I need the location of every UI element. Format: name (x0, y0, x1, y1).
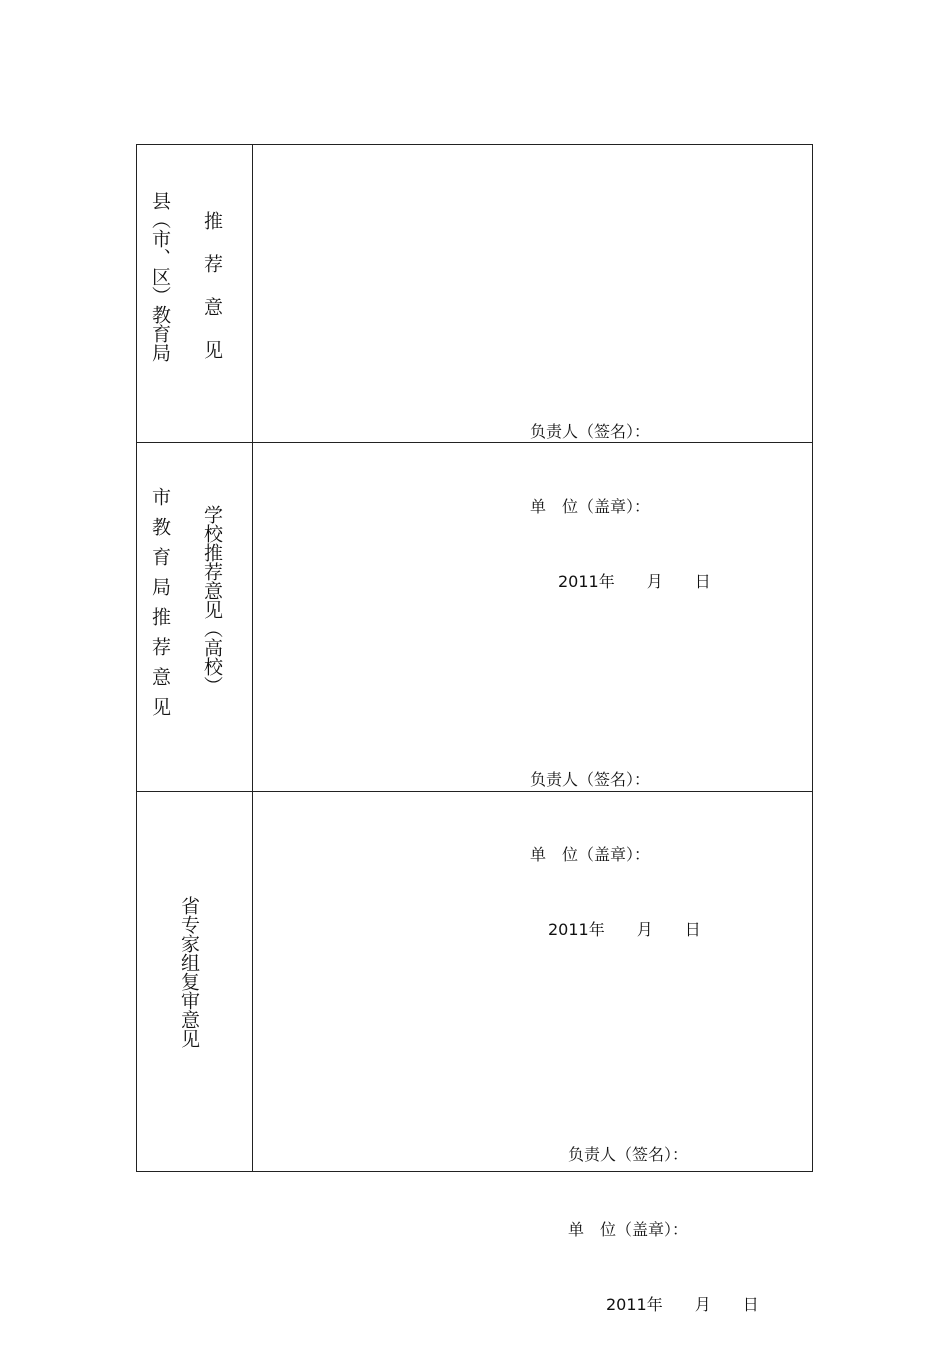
city-date-line: 2011年 月 日 (548, 920, 701, 939)
county-label-cell (137, 145, 253, 442)
provincial-signer-line: 负责人（签名）： (568, 1145, 689, 1164)
county-opinion-content[interactable] (253, 145, 812, 591)
county-recommendation-label: 推荐意见 (201, 211, 223, 383)
city-label-cell (137, 443, 253, 791)
city-education-bureau-label: 市教育局推荐意见 (149, 487, 171, 727)
opinion-form-table (136, 144, 813, 1314)
county-signer-line: 负责人（签名）： (530, 422, 651, 441)
provincial-opinion-content[interactable] (253, 792, 812, 1314)
county-unit-line: 单 位（盖章）： (530, 497, 651, 516)
city-opinion-content[interactable] (253, 443, 812, 939)
county-opinion-row (137, 145, 812, 591)
city-signer-line: 负责人（签名）： (530, 770, 651, 789)
county-education-bureau-label: 县（市、区）教育局 (149, 191, 171, 362)
provincial-opinion-row (137, 792, 812, 1314)
provincial-expert-review-label: 省专家组复审意见 (178, 896, 200, 1048)
school-recommendation-label: 学校推荐意见（高校） (201, 505, 223, 695)
provincial-label-cell (137, 792, 253, 1172)
city-opinion-row (137, 443, 812, 939)
provincial-unit-line: 单 位（盖章）： (568, 1220, 689, 1239)
county-date-line: 2011年 月 日 (558, 572, 711, 591)
provincial-date-line: 2011年 月 日 (606, 1295, 759, 1314)
provincial-signature-block (568, 1092, 759, 1367)
city-unit-line: 单 位（盖章）： (530, 845, 651, 864)
